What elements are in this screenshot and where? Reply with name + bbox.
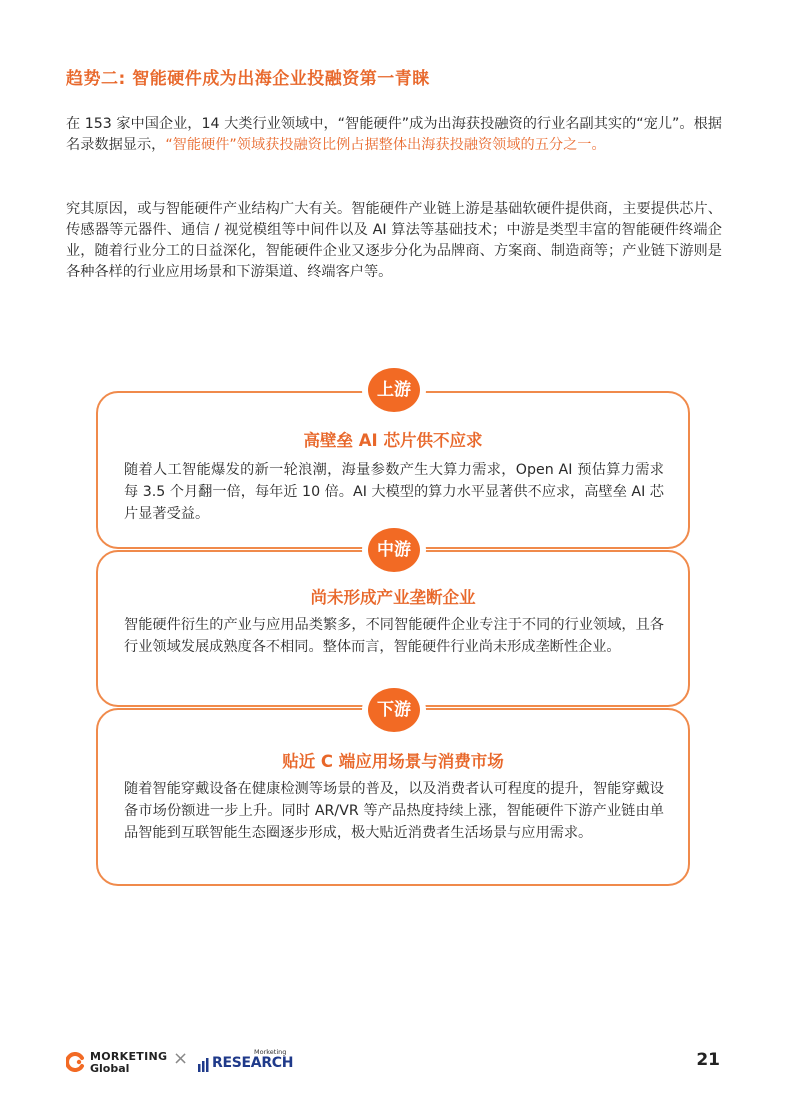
upstream-badge: 上游: [368, 368, 420, 412]
page-number: 21: [696, 1050, 720, 1070]
logo-text-global: Global: [90, 1062, 130, 1075]
reason-paragraph: 究其原因，或与智能硬件产业结构广大有关。智能硬件产业链上游是基础软硬件提供商，主要提供芯片、传感器等元器件、通信 / 视觉模组等中间件以及 AI 算法等基础技术；中游是类型丰富的智能硬件终端企业，随着行业分工的日益深化，智能硬件企业又逐步分化为品牌商、方案商、制造商等；产业链下游则是各种各样的行业应用场景和下游渠道、终端客户等。: [66, 201, 722, 280]
midstream-card: [96, 550, 690, 707]
downstream-card-title: 贴近 C 端应用场景与消费市场: [282, 752, 504, 771]
midstream-card-body: 智能硬件衍生的产业与应用品类繁多，不同智能硬件企业专注于不同的行业领域，且各行业领域发展成熟度各不相同。整体而言，智能硬件行业尚未形成垄断性企业。: [124, 617, 664, 655]
research-logo-sup: Morketing: [254, 1048, 287, 1056]
midstream-card-title: 尚未形成产业垄断企业: [310, 588, 476, 607]
intro-paragraph: [66, 114, 722, 156]
downstream-badge: 下游: [368, 688, 420, 732]
morketing-logo-icon: [66, 1052, 86, 1072]
page-footer: [66, 1046, 726, 1076]
upstream-card: [96, 391, 690, 549]
downstream-card: [96, 708, 690, 886]
logo-text-morketing: MORKETING: [90, 1050, 168, 1063]
midstream-badge: 中游: [368, 528, 420, 572]
partnership-x-icon: ×: [173, 1048, 189, 1069]
downstream-card-body: 随着智能穿戴设备在健康检测等场景的普及，以及消费者认可程度的提升，智能穿戴设备市场份额进一步上升。同时 AR/VR 等产品热度持续上涨，智能硬件下游产业链由单品智能到互联智能生态圈逐步形成，极大贴近消费者生活场景与应用需求。: [124, 781, 664, 841]
research-logo-text: RESEARCH: [212, 1055, 294, 1071]
upstream-card-body: 随着人工智能爆发的新一轮浪潮，海量参数产生大算力需求，Open AI 预估算力需求每 3.5 个月翻一倍，每年近 10 倍。AI 大模型的算力水平显著供不应求，高壁垒 AI 芯片显著受益。: [124, 462, 664, 522]
intro-highlight: “智能硬件”领域获投融资比例占据整体出海获投融资领域的五分之一。: [165, 137, 606, 153]
upstream-card-title: 高壁垒 AI 芯片供不应求: [303, 431, 483, 450]
research-bars-icon: [198, 1058, 210, 1072]
section-heading: 趋势二: 智能硬件成为出海企业投融资第一青睐: [66, 69, 430, 89]
intro-text: 在 153 家中国企业，14 大类行业领域中，“智能硬件”成为出海获投融资的行业名副其实的“宠儿”。根据名录数据显示，: [66, 116, 722, 153]
